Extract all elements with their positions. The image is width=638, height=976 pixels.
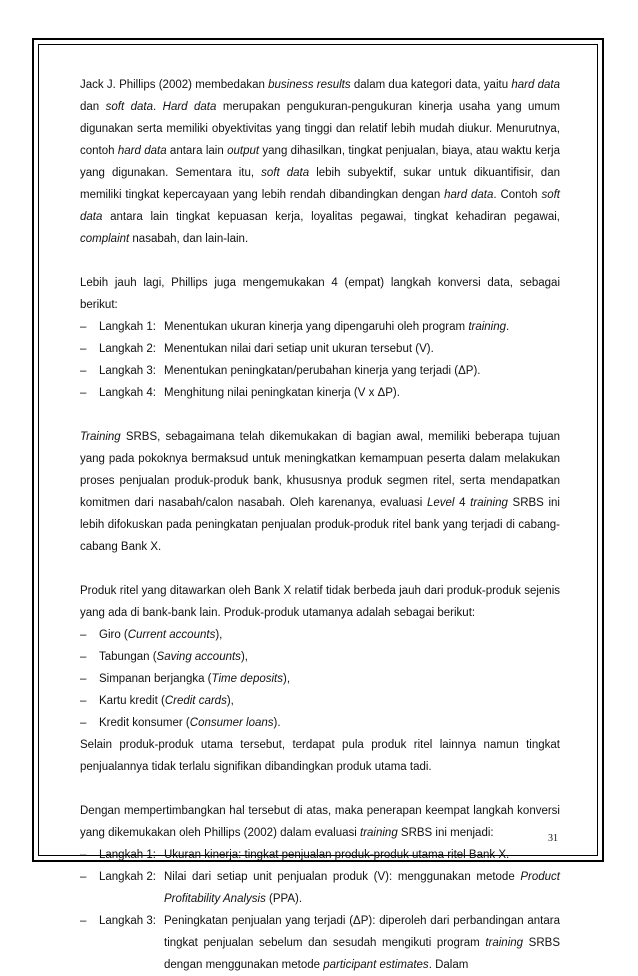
italic-term: training [470, 497, 508, 509]
step-text: Menentukan ukuran kinerja yang dipengaruhi oleh program training. [164, 321, 510, 333]
step-text: Menentukan nilai dari setiap unit ukuran tersebut (V). [164, 343, 434, 355]
dash-bullet: – [80, 695, 87, 707]
italic-term: Training [80, 431, 121, 443]
step-text: Nilai dari setiap unit penjualan produk (V): menggunakan metode Product Profitability Analysis (PPA). [164, 871, 560, 905]
italic-term: output [227, 145, 260, 157]
step-text: Menghitung nilai peningkatan kinerja (V x ΔP). [164, 387, 400, 399]
product-item [80, 668, 560, 690]
italic-term: Saving accounts [156, 651, 241, 663]
step-item [80, 360, 560, 382]
italic-term: Time deposits [211, 673, 283, 685]
step-item [80, 910, 560, 976]
step-item [80, 866, 560, 910]
product-list [80, 624, 560, 734]
italic-term: Hard data [162, 101, 217, 113]
dash-bullet: – [80, 343, 87, 355]
step-label: Langkah 1: [99, 321, 156, 333]
italic-term: training [468, 321, 507, 333]
dash-bullet: – [80, 321, 87, 333]
step-item [80, 382, 560, 404]
step-item [80, 844, 560, 866]
italic-term: hard data [444, 189, 494, 201]
product-item [80, 690, 560, 712]
product-item [80, 712, 560, 734]
step-label: Langkah 4: [99, 387, 156, 399]
applied-steps-list [80, 844, 560, 976]
dash-bullet: – [80, 717, 87, 729]
dash-bullet: – [80, 849, 87, 861]
page-content [80, 74, 560, 976]
step-item [80, 338, 560, 360]
page-number: 31 [548, 833, 558, 844]
step-label: Langkah 3: [99, 365, 156, 377]
product-text: Kartu kredit (Credit cards), [99, 695, 234, 707]
step-label: Langkah 3: [99, 915, 156, 927]
product-text: Tabungan (Saving accounts), [99, 651, 248, 663]
italic-term: hard data [117, 145, 167, 157]
dash-bullet: – [80, 651, 87, 663]
product-text: Kredit konsumer (Consumer loans). [99, 717, 281, 729]
paragraph-conversion-intro: Lebih jauh lagi, Phillips juga mengemukakan 4 (empat) langkah konversi data, sebagai berikut: [80, 277, 560, 311]
italic-term: participant estimates [323, 959, 429, 971]
step-label: Langkah 2: [99, 343, 156, 355]
paragraph-training-srbs: Training SRBS, sebagaimana telah dikemukakan di bagian awal, memiliki beberapa tujuan yang pada pokoknya bermaksud untuk meningkatkan kemampuan peserta dalam melakukan proses penjualan produk-produk bank, khususnya produk segmen ritel, serta mendapatkan komitmen dari nasabah/calon nasabah. Oleh karenanya, evaluasi Level 4 training SRBS ini lebih difokuskan pada peningkatan penjualan produk-produk ritel bank yang terjadi di cabang-cabang Bank X. [80, 431, 560, 553]
italic-term: business results [268, 79, 351, 91]
product-item [80, 624, 560, 646]
paragraph-application: Dengan mempertimbangkan hal tersebut di atas, maka penerapan keempat langkah konversi yang dikemukakan oleh Phillips (2002) dalam evaluasi training SRBS ini menjadi: [80, 805, 560, 839]
dash-bullet: – [80, 629, 87, 641]
italic-term: Product Profitability Analysis [164, 871, 560, 905]
italic-term: complaint [80, 233, 130, 245]
paragraph-other-products: Selain produk-produk utama tersebut, terdapat pula produk ritel lainnya namun tingkat penjualannya tidak terlalu signifikan dibandingkan produk utama tadi. [80, 739, 560, 773]
conversion-steps-list [80, 316, 560, 404]
italic-term: soft data [261, 167, 310, 179]
dash-bullet: – [80, 673, 87, 685]
dash-bullet: – [80, 365, 87, 377]
product-text: Simpanan berjangka (Time deposits), [99, 673, 291, 685]
paragraph-hard-soft-data: Jack J. Phillips (2002) membedakan business results dalam dua kategori data, yaitu hard data dan soft data. Hard data merupakan pengukuran-pengukuran kinerja usaha yang umum digunakan serta memiliki obyektivitas yang tinggi dan relatif lebih mudah diukur. Menurutnya, contoh hard data antara lain output yang dihasilkan, tingkat penjualan, biaya, atau waktu kerja yang digunakan. Sementara itu, soft data lebih subyektif, sukar untuk dikuantifisir, dan memiliki tingkat kepercayaan yang lebih rendah dibandingkan dengan hard data. Contoh soft data antara lain tingkat kepuasan kerja, loyalitas pegawai, tingkat kehadiran pegawai, complaint nasabah, dan lain-lain. [80, 79, 560, 245]
italic-term: Level [427, 497, 455, 509]
step-text: Menentukan peningkatan/perubahan kinerja yang terjadi (ΔP). [164, 365, 481, 377]
step-text: Ukuran kinerja: tingkat penjualan produk-produk utama ritel Bank X. [164, 849, 510, 861]
dash-bullet: – [80, 387, 87, 399]
italic-term: Credit cards [164, 695, 227, 707]
dash-bullet: – [80, 871, 87, 883]
italic-term: training [360, 827, 398, 839]
paragraph-retail-products: Produk ritel yang ditawarkan oleh Bank X relatif tidak berbeda jauh dari produk-produk sejenis yang ada di bank-bank lain. Produk-produk utamanya adalah sebagai berikut: [80, 585, 560, 619]
product-text: Giro (Current accounts), [99, 629, 223, 641]
italic-term: Current accounts [127, 629, 216, 641]
italic-term: hard data [511, 79, 560, 91]
step-label: Langkah 2: [99, 871, 156, 883]
italic-term: soft data [105, 101, 153, 113]
product-item [80, 646, 560, 668]
step-label: Langkah 1: [99, 849, 156, 861]
italic-term: Consumer loans [189, 717, 274, 729]
dash-bullet: – [80, 915, 87, 927]
step-text: Peningkatan penjualan yang terjadi (ΔP): diperoleh dari perbandingan antara tingkat penjualan sebelum dan sesudah mengikuti program training SRBS dengan menggunakan metode participant estimates. Dalam [164, 915, 560, 971]
italic-term: training [485, 937, 524, 949]
italic-term: soft data [80, 189, 560, 223]
step-item [80, 316, 560, 338]
